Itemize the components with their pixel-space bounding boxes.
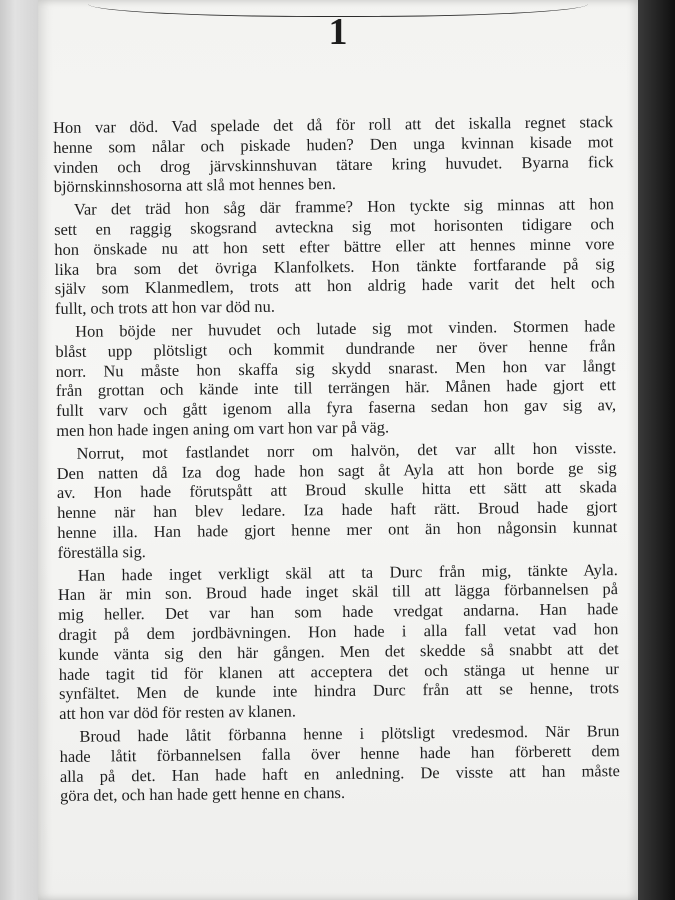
background-shadow [638, 0, 675, 900]
text-line: björnskinnshosorna att slå mot hennes ben. [53, 174, 337, 197]
text-line: henne illa. Han hade gjort henne mer ont än hon någonsin kunnat [57, 517, 618, 542]
text-line: göra det, och han hade gett henne en chans. [59, 783, 346, 806]
text-line: dragit på dem jordbävningen. Hon hade i alla fall vetat vad hon [58, 619, 619, 644]
text-line: kunde vänta sig den här gången. Men det skedde så snabbt att det [58, 638, 619, 664]
text-line: lika bra som det övriga Klanfolkets. Hon tänkte fortfarande på sig [54, 253, 615, 279]
paragraph [53, 112, 614, 197]
text-line: Norrut, mot fastlandet norr om halvön, det var allt hon visste. [76, 437, 617, 463]
paragraph [55, 316, 616, 441]
text-line: hade tagit tid för klanen att acceptera det och stänga ut henne ur [58, 658, 619, 684]
book-page [38, 0, 638, 900]
text-line: föreställa sig. [57, 541, 146, 562]
text-line: mig heller. Det var han som hade vredgat andarna. Han hade [58, 599, 619, 625]
text-line: hon önskade nu att hon sett efter bättre eller att hennes minne vore [54, 233, 615, 259]
paragraph [56, 438, 617, 563]
text-line: fullt varv och gått igenom alla fyra faserna sedan hon gav sig av, [55, 395, 617, 421]
body-text [53, 112, 620, 809]
text-line: fullt, och trots att hon var död nu. [54, 296, 275, 319]
paragraph [54, 194, 615, 319]
text-line: henne som nålar och piskade huden? Den unga kvinnan kisade mot [53, 131, 614, 157]
paragraph [59, 721, 620, 806]
text-line: att hon var död för resten av klanen. [59, 701, 296, 724]
previous-page-edge [0, 0, 38, 900]
paragraph [58, 560, 620, 724]
text-line: henne när han blev ledare. Iza hade haft rätt. Broud hade gjort [57, 497, 618, 523]
text-line: norr. Nu måste hon skaffa sig skydd snarast. Men hon var långt [55, 355, 616, 381]
text-line: vinden och drog järvskinnshuvan tätare kring huvudet. Byarna fick [53, 151, 614, 177]
text-line: Var det träd hon såg där framme? Hon tyckte sig minnas att hon [73, 194, 615, 219]
text-line: synfältet. Men de kunde inte hindra Durc från att se henne, trots [58, 678, 620, 704]
text-line: Broud hade låtit förbanna henne i plötsligt vredesmod. När Brun [79, 721, 620, 746]
text-line: Den natten då Iza dog hade hon sagt åt Ayla att hon borde ge sig [56, 457, 617, 483]
text-line: Han hade inget verkligt skäl att ta Durc från mig, tänkte Ayla. [77, 559, 618, 585]
text-line: från grottan och kände inte till terrängen här. Månen hade gjort ett [55, 375, 616, 401]
text-line: själv som Klanmedlem, trots att hon aldrig hade varit det helt och [54, 273, 615, 299]
text-line: Han är min son. Broud hade inget skäl till att lägga förbannelsen på [57, 579, 619, 605]
text-line: blåst upp plötsligt och kommit dundrande ner över henne från [55, 335, 616, 361]
text-line: men hon hade ingen aning om vart hon var på väg. [56, 417, 390, 440]
text-line: alla på det. Han hade haft en anledning. De visste att han måste [59, 760, 620, 786]
text-line: sett en raggig skogsrand avteckna sig mot horisonten tidigare och [54, 214, 615, 239]
text-line: av. Hon hade förutspått att Broud skulle hitta ett sätt att skada [56, 477, 617, 503]
text-line: Hon var död. Vad spelade det då för roll att det iskalla regnet stack [53, 112, 614, 137]
chapter-number: 1 [328, 11, 348, 53]
text-line: hade låtit förbannelsen falla över henne hade han förberett dem [59, 740, 620, 766]
text-line: Hon böjde ner huvudet och lutade sig mot vinden. Stormen hade [75, 316, 616, 341]
